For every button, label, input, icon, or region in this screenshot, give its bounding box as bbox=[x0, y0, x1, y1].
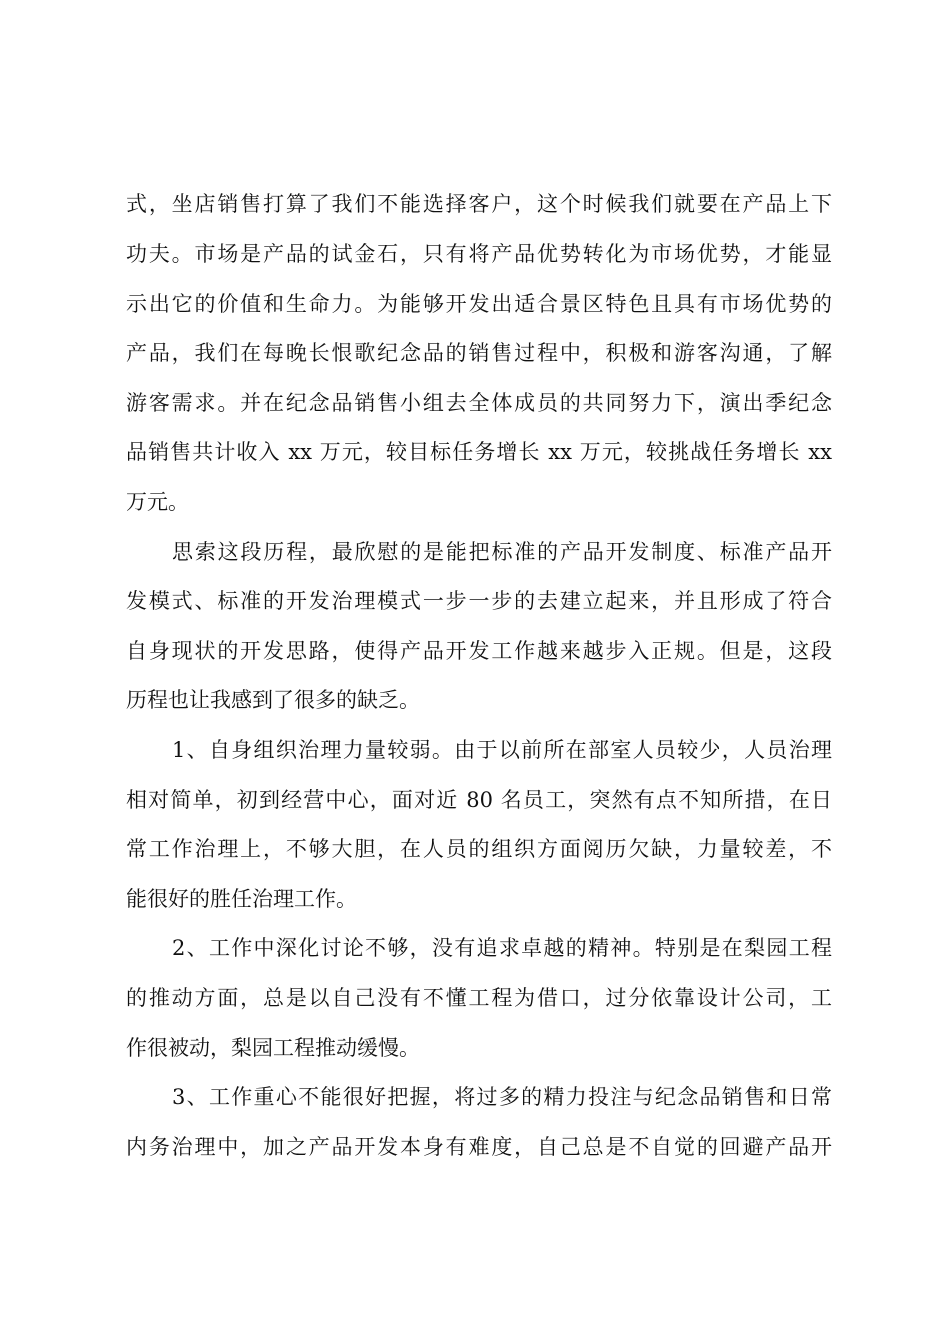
text-line: 常工作治理上，不够大胆，在人员的组织方面阅历欠缺，力量较差，不 bbox=[126, 837, 832, 861]
list-item-2-first-line: 2、工作中深化讨论不够，没有追求卓越的精神。特别是在梨园工程 bbox=[172, 936, 832, 960]
text-line: 内务治理中，加之产品开发本身有难度，自己总是不自觉的回避产品开 bbox=[126, 1135, 832, 1159]
text-line: 游客需求。并在纪念品销售小组去全体成员的共同努力下，演出季纪念 bbox=[126, 391, 832, 415]
text-line: 功夫。市场是产品的试金石，只有将产品优势转化为市场优势，才能显 bbox=[126, 242, 832, 266]
text-line: 自身现状的开发思路，使得产品开发工作越来越步入正规。但是，这段 bbox=[126, 639, 832, 663]
text-line: 能很好的胜任治理工作。 bbox=[126, 887, 357, 911]
text-line: 产品，我们在每晚长恨歌纪念品的销售过程中，积极和游客沟通，了解 bbox=[126, 341, 832, 365]
paragraph-first-line: 思索这段历程，最欣慰的是能把标准的产品开发制度、标准产品开 bbox=[172, 540, 832, 564]
list-item-3-first-line: 3、工作重心不能很好把握，将过多的精力投注与纪念品销售和日常 bbox=[172, 1085, 832, 1109]
text-line: 相对简单，初到经营中心，面对近 80 名员工，突然有点不知所措，在日 bbox=[126, 788, 832, 812]
text-line: 作很被动，梨园工程推动缓慢。 bbox=[126, 1036, 420, 1060]
text-line: 发模式、标准的开发治理模式一步一步的去建立起来，并且形成了符合 bbox=[126, 589, 832, 613]
text-line: 历程也让我感到了很多的缺乏。 bbox=[126, 688, 420, 712]
text-line: 万元。 bbox=[126, 490, 189, 514]
text-line: 式，坐店销售打算了我们不能选择客户，这个时候我们就要在产品上下 bbox=[126, 192, 832, 216]
text-line: 品销售共计收入 xx 万元，较目标任务增长 xx 万元，较挑战任务增长 xx bbox=[126, 440, 832, 464]
text-line: 示出它的价值和生命力。为能够开发出适合景区特色且具有市场优势的 bbox=[126, 292, 832, 316]
text-line: 的推动方面，总是以自己没有不懂工程为借口，过分依靠设计公司，工 bbox=[126, 986, 832, 1010]
list-item-1-first-line: 1、自身组织治理力量较弱。由于以前所在部室人员较少，人员治理 bbox=[172, 738, 832, 762]
